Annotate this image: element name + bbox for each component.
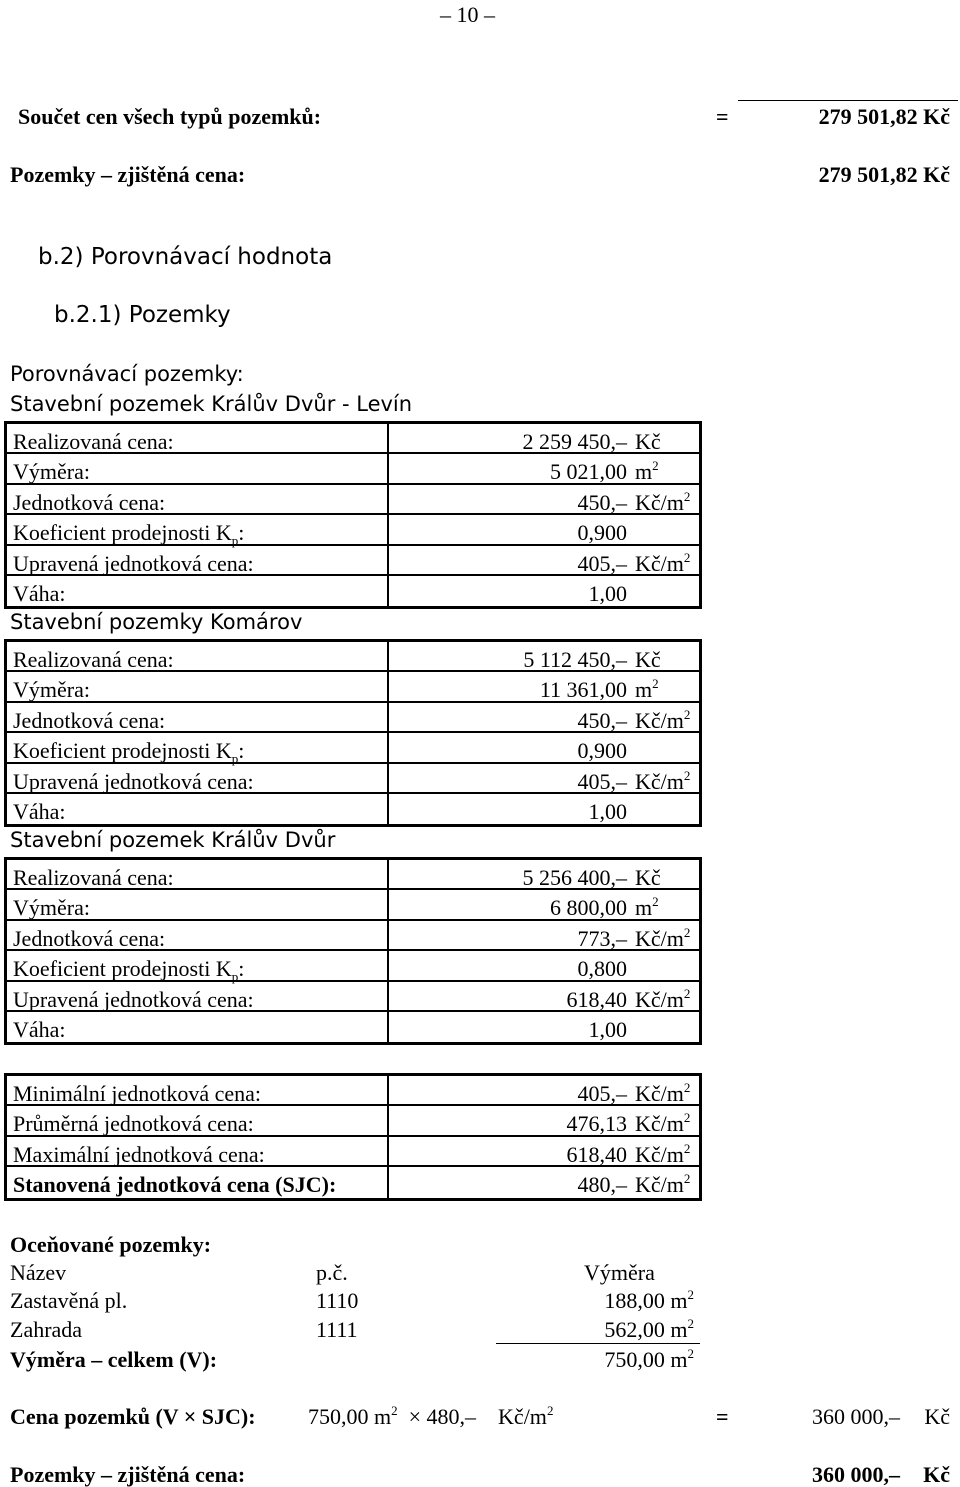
table-row: Výměra: 6 800,00 $m^2$ (7, 890, 699, 920)
table-row: Minimální jednotková cena: 405,– $Kč/m^2$ (7, 1076, 699, 1106)
comparison-table-3 (4, 857, 702, 1045)
table-row: Výměra: 5 021,00 $m^2$ (7, 454, 699, 484)
table-row: Upravená jednotková cena: 405,– $Kč/m^2$ (7, 764, 699, 794)
table-row: Průměrná jednotková cena: 476,13 $Kč/m^2$ (7, 1106, 699, 1136)
table-row: Realizovaná cena: 2 259 450,– Kč (7, 424, 699, 454)
table-row: Stanovená jednotková cena (SJC): 480,– $Kč/m^2$ (13, 1171, 691, 1198)
table-row: Upravená jednotková cena: 405,– $Kč/m^2$ (7, 546, 699, 576)
valued-row-name: Zastavěná pl. (10, 1288, 128, 1313)
table-row: Koeficient prodejnosti $K_p$: 0,900 (7, 515, 699, 545)
group-title: Stavební pozemky Komárov (10, 610, 303, 634)
table-row: Realizovaná cena: 5 256 400,– Kč (7, 860, 699, 890)
sum-value: 279 501,82 Kč (818, 104, 950, 129)
comparison-table-2 (4, 639, 702, 827)
section-b21-heading: b.2.1) Pozemky (54, 302, 231, 328)
table-row: Realizovaná cena: 5 112 450,– Kč (7, 642, 699, 672)
table-row: Váha: 1,00 (13, 580, 627, 606)
final-label: Pozemky – zjištěná cena: (10, 1462, 246, 1487)
valued-total-value: 750,00 $m^2$ (604, 1346, 694, 1372)
table-row: Váha: 1,00 (13, 1016, 627, 1042)
price-calc-eq: = (716, 1404, 729, 1429)
page-number: – 10 – (440, 2, 495, 27)
table-row: Jednotková cena: 450,– $Kč/m^2$ (7, 703, 699, 733)
valued-header-pc: p.č. (316, 1260, 348, 1285)
table-row: Váha: 1,00 (13, 798, 627, 824)
price-calc-result-unit: Kč (924, 1404, 950, 1429)
table-row: Koeficient prodejnosti $K_p$: 0,900 (7, 733, 699, 763)
comparative-title: Porovnávací pozemky: (10, 362, 244, 386)
valued-row-name: Zahrada (10, 1317, 83, 1342)
table-row: Výměra: 11 361,00 $m^2$ (7, 672, 699, 702)
table-row: Maximální jednotková cena: 618,40 $Kč/m^2$ (7, 1137, 699, 1167)
valued-row-area: 188,00 $m^2$ (604, 1287, 694, 1313)
sum-label: Součet cen všech typů pozemků: (18, 104, 322, 129)
table-row: Koeficient prodejnosti $K_p$: 0,800 (7, 951, 699, 981)
valued-row-pc: 1110 (316, 1288, 359, 1313)
land-found-label: Pozemky – zjištěná cena: (10, 162, 246, 187)
valued-row-pc: 1111 (316, 1317, 358, 1342)
final-unit: Kč (923, 1462, 950, 1487)
sum-rule (738, 100, 958, 101)
valued-total-label: Výměra – celkem (V): (10, 1347, 218, 1372)
valued-total-rule (496, 1343, 700, 1344)
table-row: Jednotková cena: 450,– $Kč/m^2$ (7, 485, 699, 515)
land-found-value: 279 501,82 Kč (818, 162, 950, 187)
final-value: 360 000,– (812, 1462, 900, 1487)
valued-header-area: Výměra (584, 1260, 655, 1285)
price-calc-formula: 750,00 $m^2 \times 480,-$ $Kč/m^2$ (308, 1403, 554, 1429)
sum-eq: = (716, 104, 729, 129)
valued-row-area: 562,00 $m^2$ (604, 1316, 694, 1342)
table-row: Jednotková cena: 773,– $Kč/m^2$ (7, 921, 699, 951)
table-row: Upravená jednotková cena: 618,40 $Kč/m^2$ (7, 982, 699, 1012)
summary-table (4, 1073, 702, 1201)
group-title: Stavební pozemek Králův Dvůr - Levín (10, 392, 413, 416)
section-b2-heading: b.2) Porovnávací hodnota (38, 244, 333, 270)
valued-header-name: Název (10, 1260, 67, 1285)
price-calc-result: 360 000,– (812, 1404, 900, 1429)
valued-title: Oceňované pozemky: (10, 1232, 212, 1257)
group-title: Stavební pozemek Králův Dvůr (10, 828, 336, 852)
price-calc-label: Cena pozemků (V × SJC): (10, 1404, 256, 1429)
comparison-table-1 (4, 421, 702, 609)
